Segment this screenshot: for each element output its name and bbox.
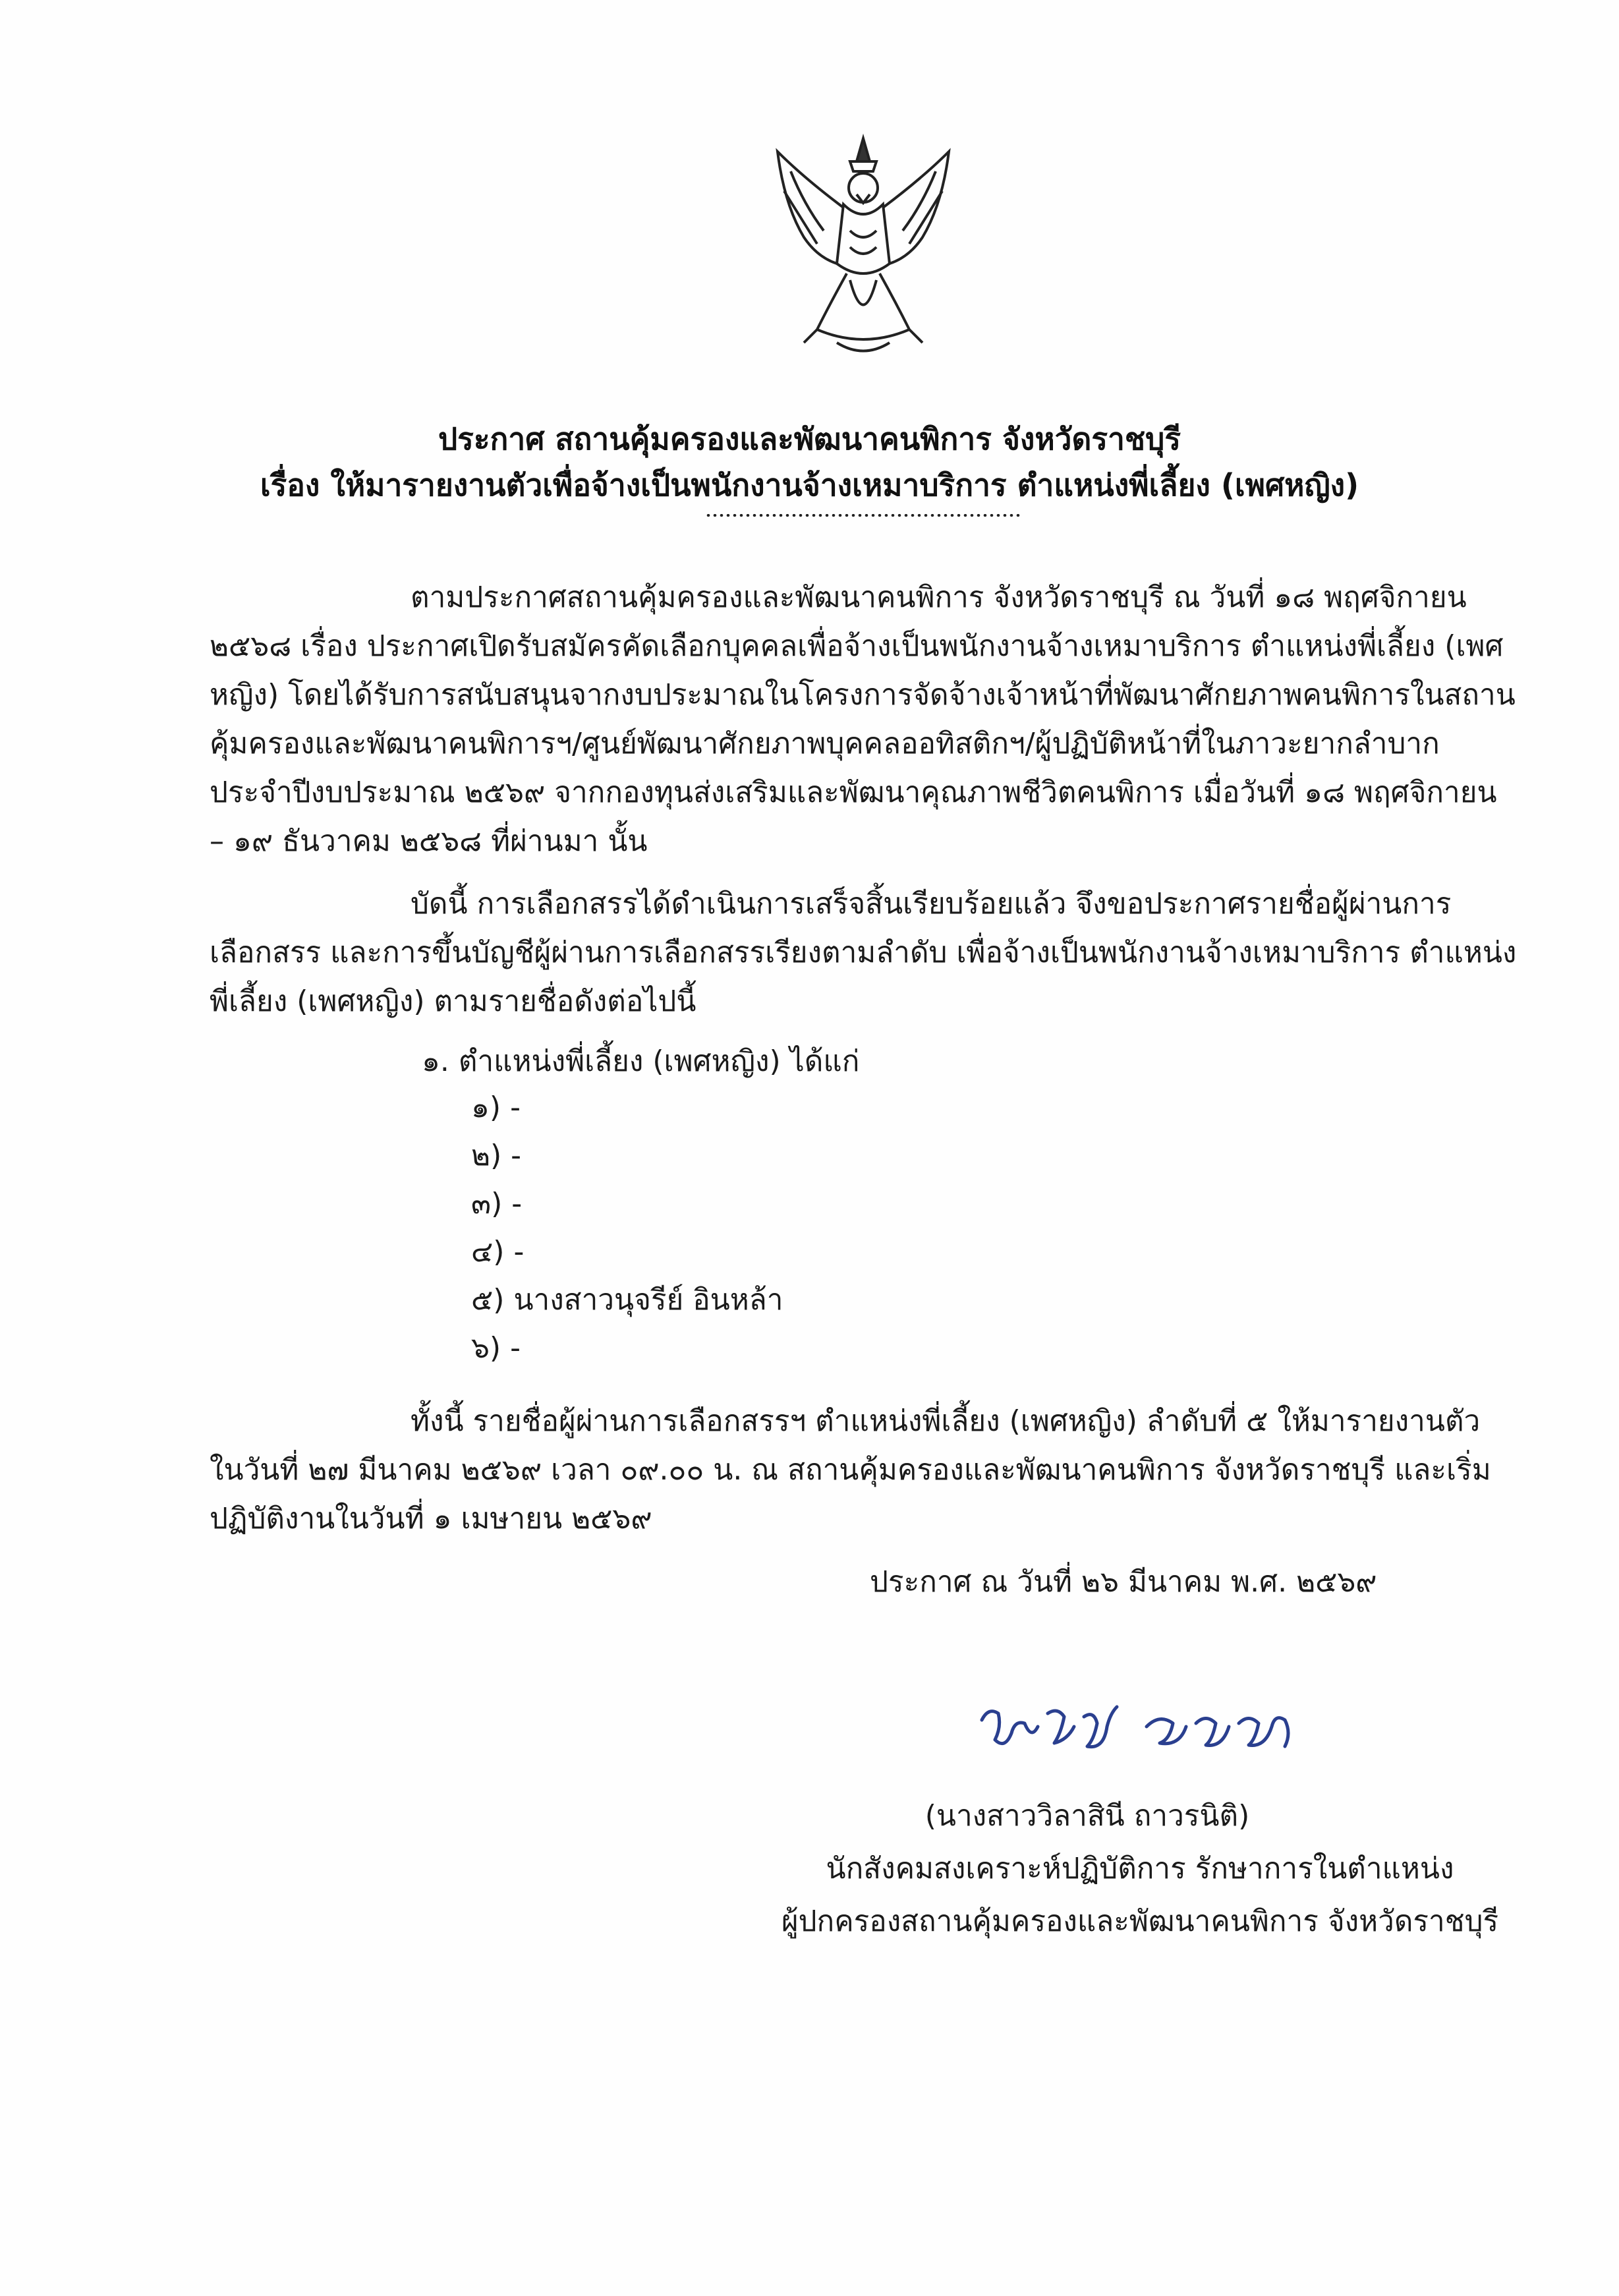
body-paragraph-1: ตามประกาศสถานคุ้มครองและพัฒนาคนพิการ จังหวัดราชบุรี ณ วันที่ ๑๘ พฤศจิกายน ๒๕๖๘ เรื่อง ประกาศเปิดรับสมัครคัดเลือกบุคคลเพื่อจ้างเป็นพนักงานจ้างเหมาบริการ ตำแหน่งพี่เลี้ยง (เพศหญิง) โดยได้รับการสนับสนุนจากงบประมาณในโครงการจัดจ้างเจ้าหน้าที่พัฒนาศักยภาพคนพิการในสถานคุ้มครองและพัฒนาคนพิการฯ/ศูนย์พัฒนาศักยภาพบุคคลออทิสติกฯ/ผู้ปฏิบัติหน้าที่ในภาวะยากลำบาก ประจำปีงบประมาณ ๒๕๖๙ จากกองทุนส่งเสริมและพัฒนาคุณภาพชีวิตคนพิการ เมื่อวันที่ ๑๘ พฤศจิกายน – ๑๙ ธันวาคม ๒๕๖๘ ที่ผ่านมา นั้น — [210, 581, 1516, 858]
list-item: ๑) - — [471, 1091, 521, 1124]
title-divider — [705, 514, 1021, 517]
list-item: ๒) - — [471, 1139, 522, 1172]
list-heading: ๑. ตำแหน่งพี่เลี้ยง (เพศหญิง) ได้แก่ — [422, 1045, 860, 1078]
document-title: ประกาศ สถานคุ้มครองและพัฒนาคนพิการ จังหวัดราชบุรี — [438, 421, 1181, 457]
list-item: ๖) - — [471, 1331, 521, 1365]
list-item: ๓) - — [471, 1187, 523, 1220]
body-paragraph-2: บัดนี้ การเลือกสรรได้ดำเนินการเสร็จสิ้นเรียบร้อยแล้ว จึงขอประกาศรายชื่อผู้ผ่านการเลือกสรร และการขึ้นบัญชีผู้ผ่านการเลือกสรรเรียงตามลำดับ เพื่อจ้างเป็นพนักงานจ้างเหมาบริการ ตำแหน่งพี่เลี้ยง (เพศหญิง) ตามรายชื่อดังต่อไปนี้ — [210, 887, 1517, 1018]
announce-date: ประกาศ ณ วันที่ ๒๖ มีนาคม พ.ศ. ๒๕๖๙ — [870, 1565, 1377, 1599]
body-paragraph-3: ทั้งนี้ รายชื่อผู้ผ่านการเลือกสรรฯ ตำแหน่งพี่เลี้ยง (เพศหญิง) ลำดับที่ ๕ ให้มารายงานตัว ในวันที่ ๒๗ มีนาคม ๒๕๖๙ เวลา ๐๙.๐๐ น. ณ สถานคุ้มครองและพัฒนาคนพิการ จังหวัดราชบุรี และเริ่มปฏิบัติงานในวันที่ ๑ เมษายน ๒๕๖๙ — [210, 1404, 1491, 1535]
list-item: ๔) - — [471, 1235, 525, 1269]
handwritten-signature — [975, 1687, 1305, 1773]
list-item: ๕) นางสาวนุจรีย์ อินหล้า — [471, 1283, 783, 1317]
document-subject: เรื่อง ให้มารายงานตัวเพื่อจ้างเป็นพนักงานจ้างเหมาบริการ ตำแหน่งพี่เลี้ยง (เพศหญิง) — [260, 467, 1359, 503]
signatory-position-2: ผู้ปกครองสถานคุ้มครองและพัฒนาคนพิการ จังหวัดราชบุรี — [781, 1905, 1499, 1938]
signatory-position-1: นักสังคมสงเคราะห์ปฏิบัติการ รักษาการในตำแหน่ง — [826, 1852, 1454, 1885]
signatory-name: (นางสาววิลาสินี ถาวรนิติ) — [924, 1799, 1250, 1833]
garuda-emblem-icon — [764, 132, 962, 362]
